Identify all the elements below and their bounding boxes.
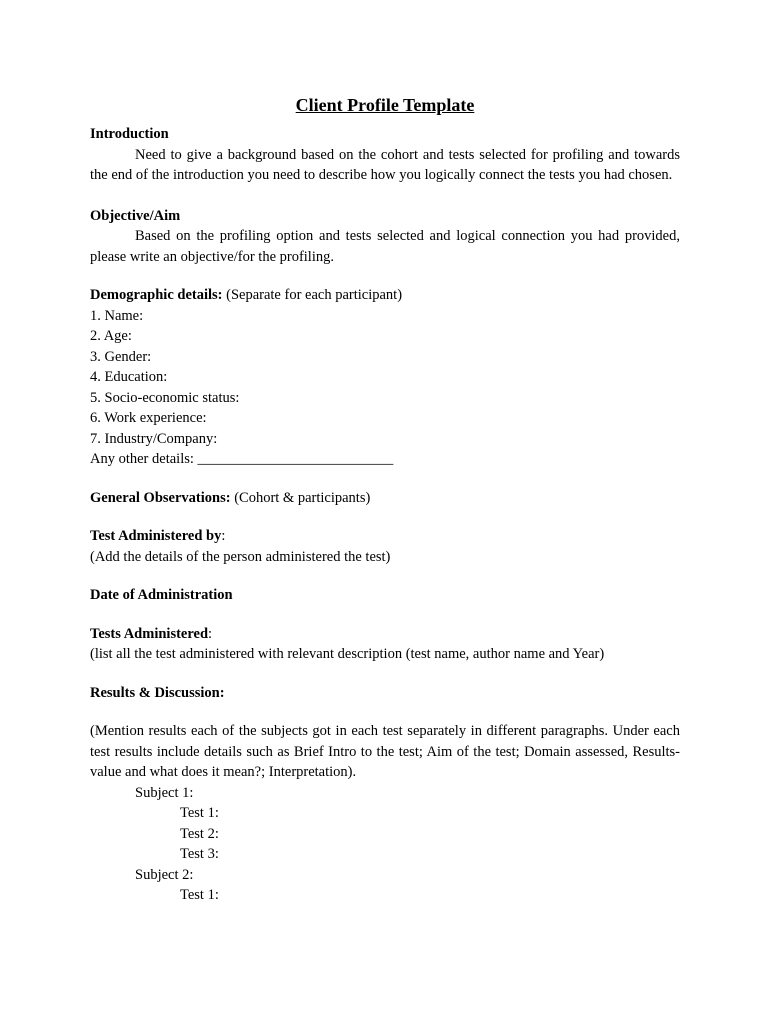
- demographic-item-age: 2. Age:: [90, 328, 132, 344]
- subject-1-test-1: Test 1:: [180, 805, 219, 821]
- demographic-item-education: 4. Education:: [90, 369, 168, 385]
- subject-2-test-1: Test 1:: [180, 887, 219, 903]
- demographic-heading: Demographic details:: [90, 287, 223, 303]
- administered-by-colon: :: [221, 528, 226, 544]
- results-heading: Results & Discussion:: [90, 684, 225, 701]
- document-title: Client Profile Template: [295, 95, 475, 115]
- observations-note: (Cohort & participants): [230, 489, 371, 506]
- subject-1-label: Subject 1:: [135, 784, 194, 801]
- observations-line: [90, 488, 680, 509]
- tests-heading: Tests Administered: [90, 625, 209, 642]
- date-heading: Date of Administration: [90, 587, 233, 603]
- demographic-item-gender: 3. Gender:: [90, 348, 152, 365]
- subject-1-test-2: Test 2:: [180, 825, 219, 842]
- objective-text: Based on the profiling option and tests selected and logical connection you had provided, please write an objective/for the profiling.: [90, 228, 680, 265]
- demographic-item-work-experience: 6. Work experience:: [90, 410, 207, 426]
- observations-heading: General Observations:: [90, 489, 231, 506]
- tests-line: [90, 624, 680, 645]
- demographic-item-industry: 7. Industry/Company:: [90, 430, 218, 447]
- demographic-other-details: Any other details: ___________________________: [90, 451, 394, 467]
- tests-colon: :: [208, 625, 213, 642]
- introduction-heading: Introduction: [90, 126, 169, 142]
- administered-by-heading: Test Administered by: [90, 528, 222, 544]
- objective-heading: Objective/Aim: [90, 207, 181, 224]
- subject-2-label: Subject 2:: [135, 866, 194, 883]
- results-text: (Mention results each of the subjects got in each test separately in different paragraphs. Under each test results include details such as Brief Intro to the test; Aim of the test; Domain assessed, Results- value and what does it mean?; Interpretation).: [90, 723, 680, 780]
- administered-by-line: [90, 526, 680, 547]
- document-page: [90, 94, 680, 906]
- demographic-note: (Separate for each participant): [222, 287, 403, 303]
- tests-note: (list all the test administered with relevant description (test name, author name and Year): [90, 646, 605, 662]
- administered-by-note: (Add the details of the person administered the test): [90, 548, 391, 565]
- demographic-heading-line: [90, 285, 680, 306]
- subject-1-test-3: Test 3:: [180, 846, 219, 862]
- demographic-item-socioeconomic: 5. Socio-economic status:: [90, 389, 240, 406]
- demographic-item-name: 1. Name:: [90, 307, 144, 324]
- introduction-text: Need to give a background based on the cohort and tests selected for profiling and towards the end of the introduction you need to describe how you logically connect the tests you had chosen.: [90, 146, 680, 183]
